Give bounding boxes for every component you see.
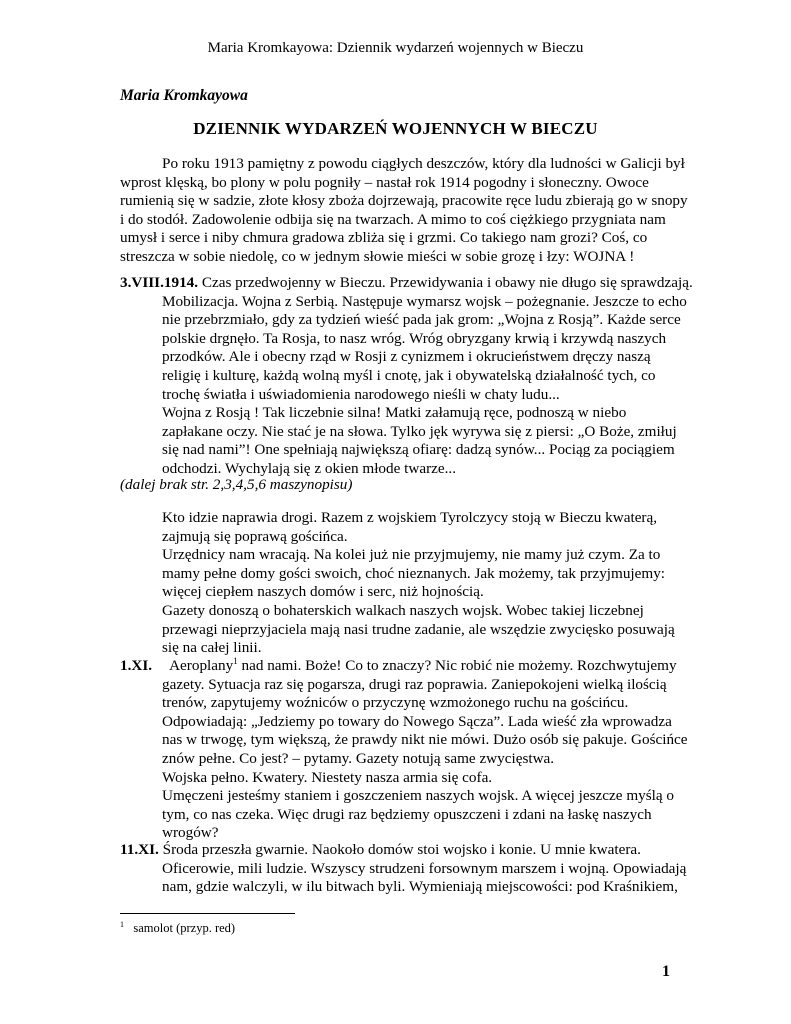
footnote-separator bbox=[120, 913, 295, 914]
running-header: Maria Kromkayowa: Dziennik wydarzeń wojennych w Bieczu bbox=[207, 40, 584, 56]
entry-text: Czas przedwojenny w Bieczu. Przewidywania i obawy nie długo się sprawdzają. bbox=[198, 274, 693, 291]
intro-line: wprost klęską, bo plony w polu pogniły – nastał rok 1914 pogodny i słoneczny. Owoce bbox=[120, 173, 649, 191]
entry-line: tym, co nas czeka. Więc drugi raz będziemy opuszczeni i zdani na łaskę naszych bbox=[162, 805, 652, 823]
entry-first-line bbox=[120, 274, 693, 293]
entry-line: przewagi nieprzyjaciela mają nasi trudne zadanie, ale wszędzie zwycięsko posuwają bbox=[162, 620, 675, 638]
entry-text: Środa przeszła gwarnie. Naokoło domów stoi wojsko i konie. U mnie kwatera. bbox=[158, 841, 641, 858]
entry-date: 11.XI. bbox=[120, 841, 159, 858]
entry-line: mamy pełne domy gości swoich, choć nieznanych. Jak możemy, tak przyjmujemy: bbox=[162, 564, 666, 582]
entry-first-line bbox=[120, 657, 675, 676]
entry-line: Oficerowie, mili ludzie. Wszyscy strudzeni forsownym marszem i wojną. Opowiadają bbox=[162, 859, 687, 877]
entry-text: Aeroplany bbox=[169, 657, 234, 674]
intro-line: umysł i serce i niby chmura gradowa zbliża się i grzmi. Co takiego nam grozi? Coś, co bbox=[120, 229, 648, 247]
intro-line: streszcza w sobie niedolę, co w jednym słowie mieści w sobie grozę i łzy: WOJNA ! bbox=[120, 247, 635, 265]
entry-line: Odpowiadają: „Jedziemy po towary do Nowego Sącza”. Lada wieść zła wprowadza bbox=[162, 712, 672, 730]
entry-line: Umęczeni jesteśmy staniem i goszczeniem naszych wojsk. A więcej jeszcze myślą o bbox=[162, 787, 674, 805]
entry-line: się na całej linii. bbox=[162, 639, 262, 657]
entry-line: się nad nami”! One spełniają największą ofiarę: dadzą synów... Pociąg za pociągiem bbox=[162, 441, 675, 459]
intro-line: Po roku 1913 pamiętny z powodu ciągłych deszczów, który dla ludności w Galicji był bbox=[162, 155, 685, 172]
diary-entry-3-viii-1914 bbox=[120, 274, 693, 479]
entry-line: odchodzi. Wychylają się z okien młode twarze... bbox=[162, 459, 457, 477]
footnote bbox=[120, 921, 235, 936]
entry-line: przodków. Ale i obecny rząd w Rosji z cynizmem i okrucieństwem dręczy naszą bbox=[162, 348, 651, 366]
entry-line: zajmują się poprawą gościńca. bbox=[162, 527, 348, 545]
author-name: Maria Kromkayowa bbox=[120, 87, 248, 104]
entry-line: trenów, zapytujemy woźniców o przyczynę wzmożonego ruchu na gościńcu. bbox=[162, 694, 629, 712]
entry-line: gazety. Sytuacja raz się pogarsza, drugi raz poprawia. Zaniepokojeni wielką ilością bbox=[162, 675, 667, 693]
entry-line: zapłakane oczy. Nie stać je na słowa. Tylko jęk wyrywa się z piersi: „O Boże, zmiłuj bbox=[162, 422, 677, 440]
intro-line: rumienią się w sadzie, złote kłosy zboża dojrzewają, pracowite ręce ludu zbierają go w snopy bbox=[120, 192, 688, 210]
diary-entry-11-xi bbox=[120, 841, 687, 897]
entry-line: nie przebrzmiało, gdy za tydzień wieść pada jak grom: „Wojna z Rosją”. Każde serce bbox=[162, 311, 681, 329]
entry-line: Mobilizacja. Wojna z Serbią. Następuje wymarsz wojsk – pożegnanie. Jeszcze to echo bbox=[162, 292, 687, 310]
entry-line: nam, gdzie walczyli, w ilu bitwach byli. Wymieniają miejscowości: pod Kraśnikiem, bbox=[162, 878, 678, 896]
entry-date: 3.VIII.1914. bbox=[120, 274, 199, 291]
intro-paragraph bbox=[120, 155, 688, 267]
entry-line: wrogów? bbox=[162, 824, 219, 842]
entry-line: nas w trwogę, tym większą, że prawdy nikt nie mówi. Dużo osób się pakuje. Gościńce bbox=[162, 731, 688, 749]
editorial-note: (dalej brak str. 2,3,4,5,6 maszynopisu) bbox=[120, 476, 353, 493]
entry-line: Gazety donoszą o bohaterskich walkach naszych wojsk. Wobec takiej liczebnej bbox=[162, 601, 644, 619]
entry-line: Wojna z Rosją ! Tak liczebnie silna! Matki załamują ręce, podnoszą w niebo bbox=[162, 404, 627, 422]
footnote-text: samolot (przyp. red) bbox=[133, 921, 236, 935]
page-number: 1 bbox=[662, 963, 670, 980]
entry-text: nad nami. Boże! Co to znaczy? Nic robić nie możemy. Rozchwytujemy bbox=[237, 657, 677, 674]
diary-entry-1-xi bbox=[120, 655, 688, 843]
entry-line: Kto idzie naprawia drogi. Razem z wojskiem Tyrolczycy stoją w Bieczu kwaterą, bbox=[162, 509, 658, 526]
document-title: DZIENNIK WYDARZEŃ WOJENNYCH W BIECZU bbox=[193, 119, 598, 138]
intro-line: i do stodół. Zadowolenie odbija się na twarzach. A mimo to coś ciężkiego przygniata nam bbox=[120, 210, 666, 228]
entry-line: Wojska pełno. Kwatery. Niestety nasza armia się cofa. bbox=[162, 768, 493, 786]
entry-line: polskie drgnęło. Ta Rosja, to nasz wróg. Wróg obryzgany krwią i krzywdą naszych bbox=[162, 329, 667, 347]
entry-line: znów pełne. Co jest? – pytamy. Gazety notują same zwycięstwa. bbox=[162, 749, 555, 767]
entry-line: Urzędnicy nam wracają. Na kolei już nie przyjmujemy, nie mamy już czym. Za to bbox=[162, 546, 661, 564]
entry-date: 1.XI. bbox=[120, 657, 153, 674]
entry-line: więcej ciepłem naszych domów i serc, niż hojnością. bbox=[162, 583, 484, 601]
entry-line: religię i kulturę, każdą wolną myśl i cnotę, jak i obywatelską działalność tych, co bbox=[162, 366, 656, 384]
footnote-mark: 1 bbox=[120, 919, 124, 929]
diary-entry-continued bbox=[120, 509, 675, 658]
entry-line: trochę światła i uświadomienia narodowego nieśli w chaty ludu... bbox=[162, 385, 560, 403]
entry-first-line bbox=[120, 841, 675, 860]
footnote-reference[interactable]: 1 bbox=[233, 655, 238, 666]
